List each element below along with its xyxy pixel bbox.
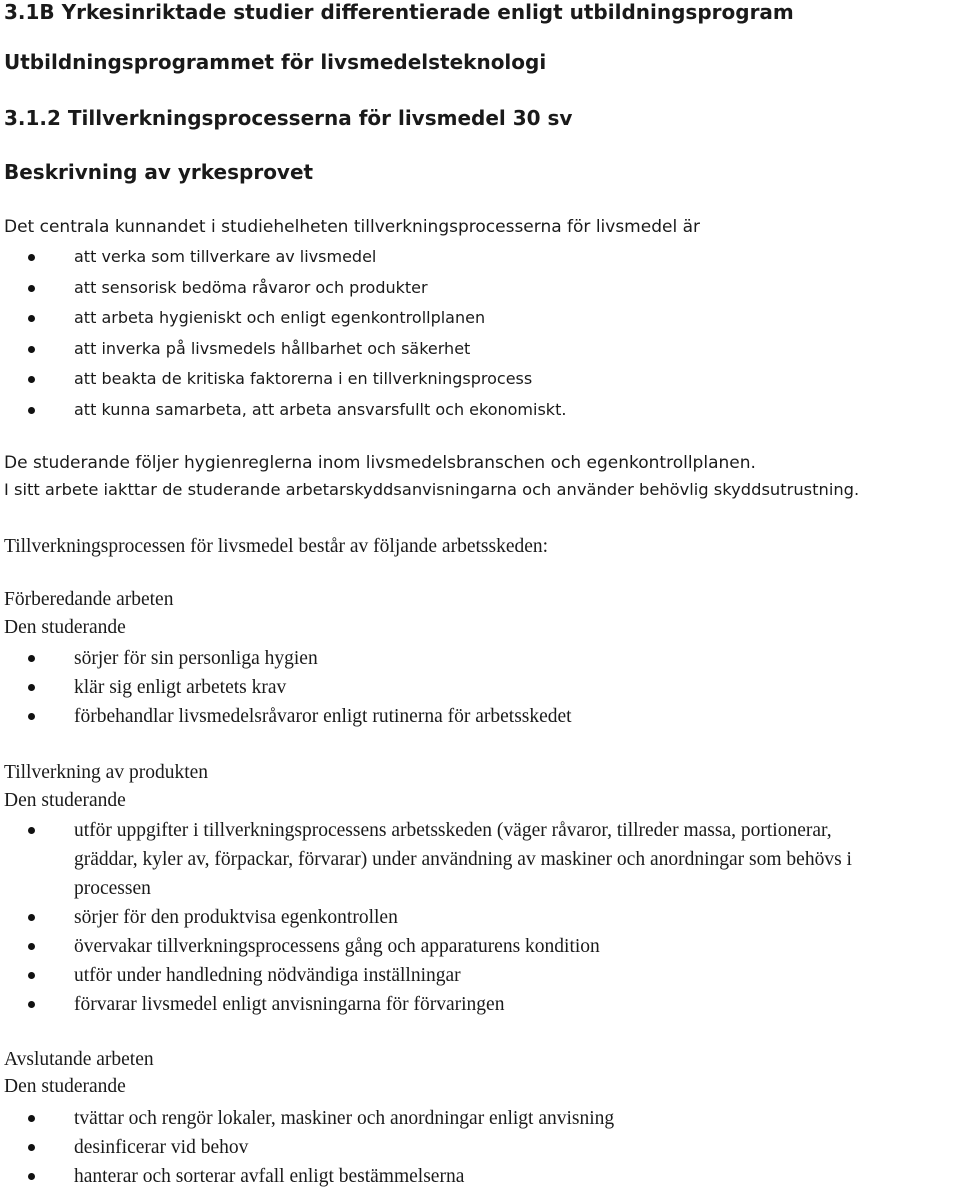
list-item: övervakar tillverkningsprocessens gång och apparaturens kondition [4,932,956,961]
list-item: att verka som tillverkare av livsmedel [4,242,956,273]
section-subject: Den studerande [4,790,126,811]
bullet-icon [28,315,35,322]
list-item: tvättar och rengör lokaler, maskiner och anordningar enligt anvisning [4,1104,956,1133]
list-item: hanterar och sorterar avfall enligt bestämmelserna [4,1162,956,1191]
bullet-icon [28,914,35,921]
heading-description: Beskrivning av yrkesprovet [4,160,314,184]
bullet-icon [28,713,35,720]
section-bullet-list [4,644,956,731]
list-item: att arbeta hygieniskt och enligt egenkontrollplanen [4,303,956,334]
bullet-icon [28,376,35,383]
list-item: att inverka på livsmedels hållbarhet och säkerhet [4,334,956,365]
list-item: att kunna samarbeta, att arbeta ansvarsfullt och ekonomiskt. [4,395,956,426]
heading-section: 3.1B Yrkesinriktade studier differentierade enligt utbildningsprogram [4,0,794,24]
intro-bullet-list [4,242,956,425]
heading-program: Utbildningsprogrammet för livsmedelsteknologi [4,50,547,74]
bullet-icon [28,285,35,292]
list-item: att sensorisk bedöma råvaror och produkter [4,273,956,304]
bullet-icon [28,1173,35,1180]
bullet-icon [28,407,35,414]
process-intro: Tillverkningsprocessen för livsmedel består av följande arbetsskeden: [4,536,549,557]
section-subject: Den studerande [4,1076,126,1097]
section-title: Avslutande arbeten [4,1049,154,1070]
list-item: utför under handledning nödvändiga inställningar [4,961,956,990]
list-item: sörjer för den produktvisa egenkontrollen [4,903,956,932]
list-item: utför uppgifter i tillverkningsprocessens arbetsskeden (väger råvaror, tillreder massa, portionerar, gräddar, kyler av, förpackar, förvarar) under användning av maskiner och anordningar som behövs i processen [4,816,956,903]
bullet-icon [28,1001,35,1008]
paragraph-safety: I sitt arbete iakttar de studerande arbetarskyddsanvisningarna och använder behövlig skyddsutrustning. [4,480,860,499]
paragraph-hygiene: De studerande följer hygienreglerna inom livsmedelsbranschen och egenkontrollplanen. [4,453,756,473]
bullet-icon [28,827,35,834]
bullet-icon [28,972,35,979]
bullet-icon [28,1144,35,1151]
section-title: Tillverkning av produkten [4,762,209,783]
list-item: desinficerar vid behov [4,1133,956,1162]
list-item: förvarar livsmedel enligt anvisningarna för förvaringen [4,990,956,1019]
section-bullet-list [4,816,956,1019]
list-item: förbehandlar livsmedelsråvaror enligt rutinerna för arbetsskedet [4,702,956,731]
bullet-icon [28,943,35,950]
heading-module: 3.1.2 Tillverkningsprocesserna för livsmedel 30 sv [4,106,573,130]
bullet-icon [28,655,35,662]
section-subject: Den studerande [4,617,126,638]
list-item: klär sig enligt arbetets krav [4,673,956,702]
intro-text: Det centrala kunnandet i studiehelheten tillverkningsprocesserna för livsmedel är [4,217,700,237]
list-item: sörjer för sin personliga hygien [4,644,956,673]
list-item: att beakta de kritiska faktorerna i en tillverkningsprocess [4,364,956,395]
bullet-icon [28,1115,35,1122]
bullet-icon [28,254,35,261]
section-title: Förberedande arbeten [4,589,174,610]
bullet-icon [28,346,35,353]
section-bullet-list [4,1104,956,1191]
bullet-icon [28,684,35,691]
